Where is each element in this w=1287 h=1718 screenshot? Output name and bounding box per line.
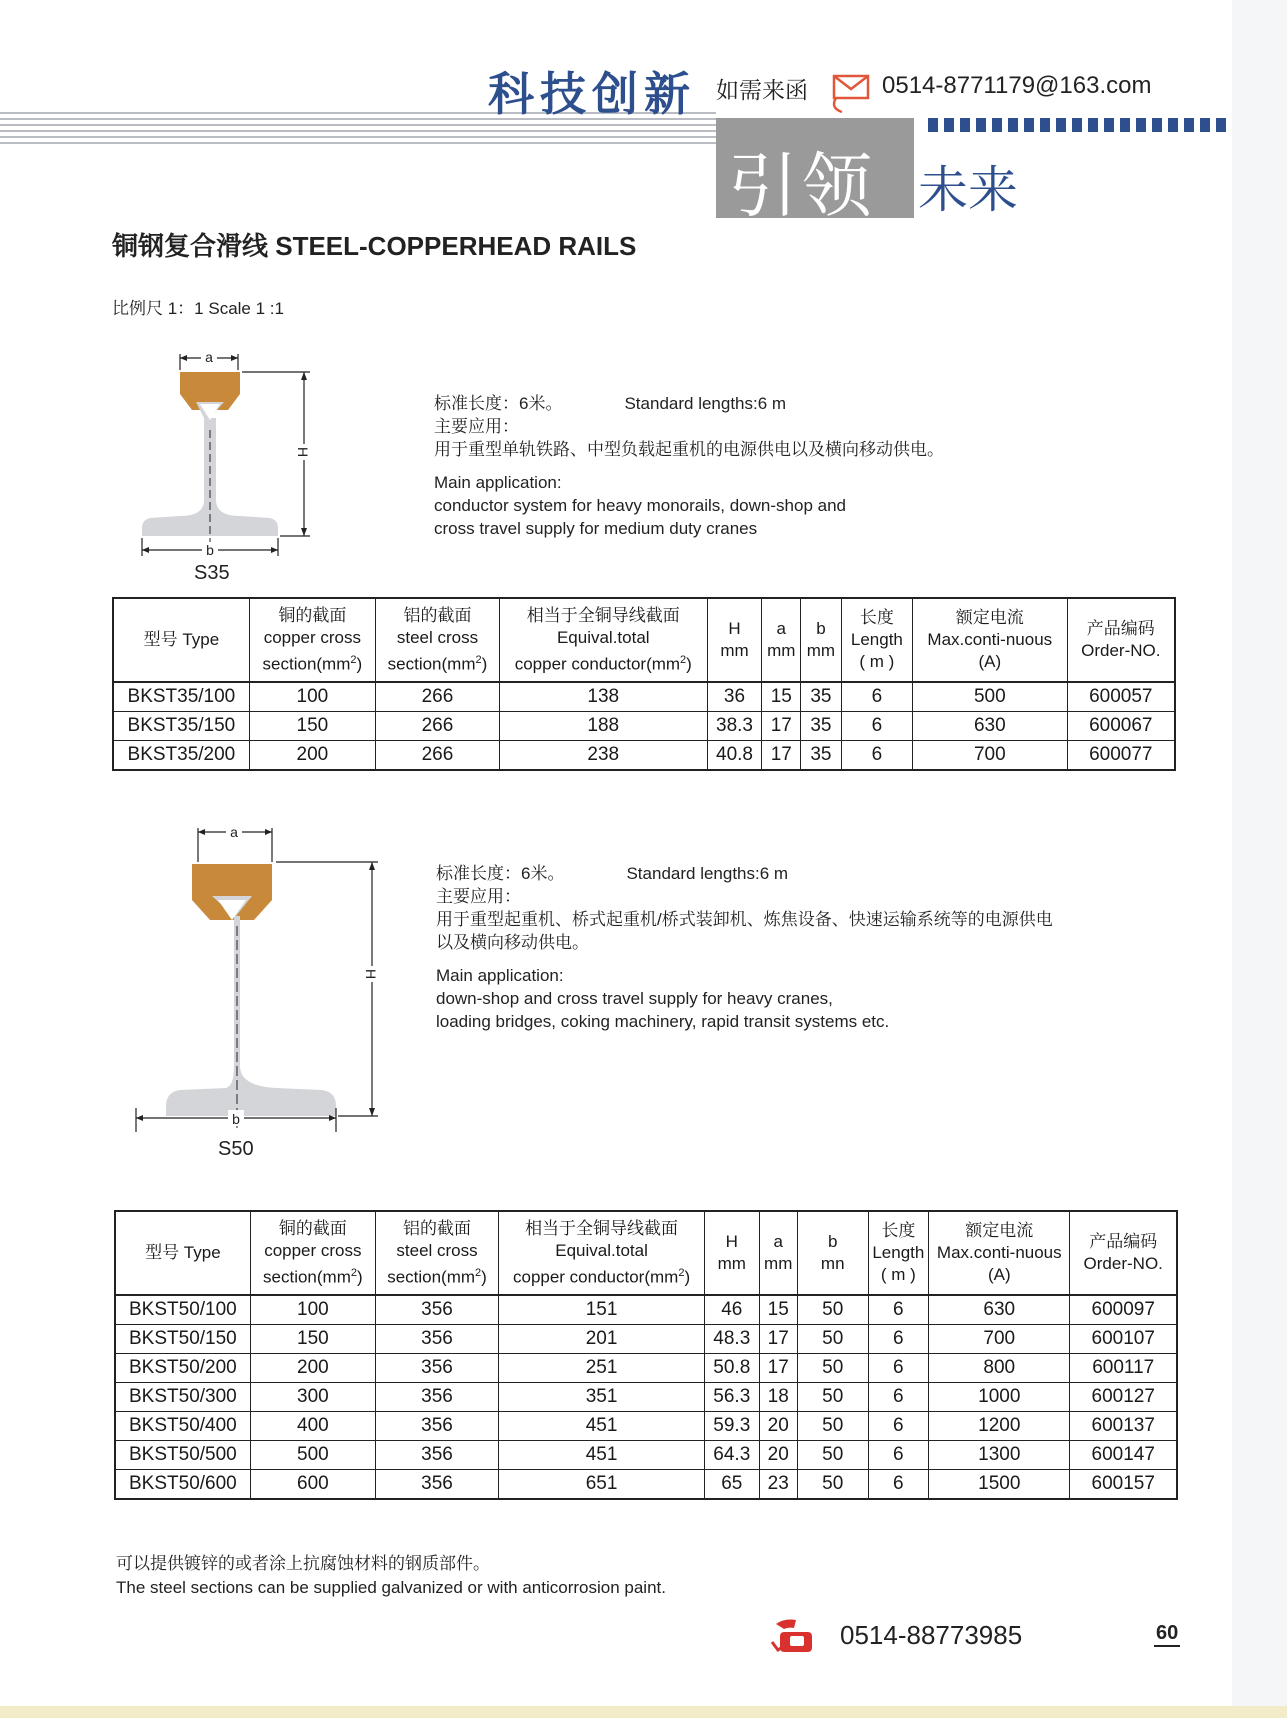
table-cell: 200 xyxy=(250,1354,375,1383)
s50-app-cn-1: 用于重型起重机、桥式起重机/桥式装卸机、炼焦设备、快速运输系统等的电源供电 xyxy=(436,910,1053,929)
table-cell: 6 xyxy=(868,1470,929,1500)
header-text: a xyxy=(773,1232,783,1251)
header-text: b xyxy=(816,619,826,638)
table-cell: 50 xyxy=(797,1383,868,1412)
bottom-band xyxy=(0,1706,1287,1718)
s50-app-cn-2: 以及横向移动供电。 xyxy=(436,933,589,952)
table-cell: 15 xyxy=(762,682,801,712)
table-cell: 100 xyxy=(249,682,375,712)
table-cell: 6 xyxy=(868,1325,929,1354)
table-cell: 1200 xyxy=(929,1412,1070,1441)
header-text: mm xyxy=(767,641,796,660)
table-cell: 6 xyxy=(868,1441,929,1470)
header-text: 额定电流 xyxy=(955,608,1024,627)
table-cell: 600147 xyxy=(1070,1441,1177,1470)
table-cell: 40.8 xyxy=(707,741,762,771)
header-text: ) xyxy=(684,1267,691,1287)
header-text: 产品编码 xyxy=(1086,619,1155,638)
header-text: Length xyxy=(850,630,903,649)
table-cell: 151 xyxy=(499,1295,705,1325)
table-cell: 356 xyxy=(375,1441,498,1470)
table-cell: 18 xyxy=(759,1383,797,1412)
table-row xyxy=(115,1470,1177,1500)
table-cell: 50.8 xyxy=(705,1354,760,1383)
table-cell: 1000 xyxy=(929,1383,1070,1412)
table-cell: 36 xyxy=(707,682,762,712)
table-row xyxy=(113,712,1175,741)
slogan-innovation: 科技创新 xyxy=(488,67,696,121)
table-cell: 6 xyxy=(841,682,912,712)
table-cell: 356 xyxy=(375,1295,498,1325)
table-row xyxy=(113,682,1175,712)
table-cell: 17 xyxy=(762,741,801,771)
right-margin-stripe xyxy=(1232,0,1287,1718)
scale-note: 比例尺 1：1 Scale 1 :1 xyxy=(112,299,284,318)
header-text: 2 xyxy=(680,653,687,666)
table-cell: 300 xyxy=(250,1383,375,1412)
table-cell: 266 xyxy=(375,712,499,741)
s50-rail-diagram xyxy=(126,816,396,1136)
table-cell: 59.3 xyxy=(705,1412,760,1441)
table-cell: 138 xyxy=(500,682,708,712)
col-copper-section xyxy=(250,1211,375,1295)
col-steel-section xyxy=(375,598,499,682)
col-b xyxy=(801,598,842,682)
table-cell: 38.3 xyxy=(707,712,762,741)
table-header-row xyxy=(115,1211,1177,1295)
table-cell: BKST50/100 xyxy=(115,1295,250,1325)
col-type xyxy=(115,1211,250,1295)
col-type xyxy=(113,598,249,682)
table-cell: 20 xyxy=(759,1412,797,1441)
table-cell: 651 xyxy=(499,1470,705,1500)
header-text: ( m ) xyxy=(880,1265,916,1284)
table-cell: 64.3 xyxy=(705,1441,760,1470)
header-text: steel cross xyxy=(396,627,479,647)
table-cell: 17 xyxy=(759,1354,797,1383)
table-cell: 6 xyxy=(841,712,912,741)
table-cell: 23 xyxy=(759,1470,797,1500)
table-cell: BKST35/200 xyxy=(113,741,249,771)
header-text: mm xyxy=(764,1254,793,1273)
table-cell: 600137 xyxy=(1070,1412,1177,1441)
table-row xyxy=(115,1354,1177,1383)
table-row xyxy=(115,1383,1177,1412)
header-text: 产品编码 xyxy=(1089,1232,1158,1251)
footnote-en: The steel sections can be supplied galvanized or with anticorrosion paint. xyxy=(116,1578,666,1597)
header-text: copper conductor(mm xyxy=(514,654,681,674)
header-text: ) xyxy=(356,654,363,674)
table-cell: 356 xyxy=(375,1354,498,1383)
header-text: Length xyxy=(872,1243,925,1262)
table-cell: 630 xyxy=(912,712,1067,741)
s50-spec-table xyxy=(114,1210,1178,1500)
table-cell: 600097 xyxy=(1070,1295,1177,1325)
table-cell: 46 xyxy=(705,1295,760,1325)
table-cell: 100 xyxy=(250,1295,375,1325)
header-text: 相当于全铜导线截面 xyxy=(526,605,680,625)
table-cell: 150 xyxy=(249,712,375,741)
header-text: 铜的截面 xyxy=(278,1218,347,1238)
header-text: Max.conti-nuous xyxy=(927,630,1053,649)
table-cell: 356 xyxy=(375,1383,498,1412)
header-text: H xyxy=(728,619,741,638)
col-order xyxy=(1070,1211,1177,1295)
header-text: 相当于全铜导线截面 xyxy=(525,1218,679,1238)
s50-app-en-1: down-shop and cross travel supply for heavy cranes, xyxy=(436,989,833,1008)
header-text: 2 xyxy=(350,653,357,666)
col-order xyxy=(1067,598,1175,682)
table-cell: 50 xyxy=(797,1441,868,1470)
table-cell: 356 xyxy=(375,1412,498,1441)
table-cell: 800 xyxy=(929,1354,1070,1383)
table-cell: BKST50/500 xyxy=(115,1441,250,1470)
col-a xyxy=(759,1211,797,1295)
s50-dim-b: b xyxy=(232,1111,240,1127)
header-text: section(mm xyxy=(387,1267,476,1287)
header-text: (A) xyxy=(987,1265,1011,1284)
header-text: Equival.total xyxy=(555,1240,648,1260)
s50-dim-h: H xyxy=(363,968,379,980)
table-cell: 6 xyxy=(868,1295,929,1325)
s35-app-cn: 用于重型单轨铁路、中型负载起重机的电源供电以及横向移动供电。 xyxy=(434,440,944,459)
header-text: 长度 xyxy=(859,608,894,627)
s50-dim-a: a xyxy=(230,824,238,840)
header-text: ) xyxy=(686,654,692,674)
table-header-row xyxy=(113,598,1175,682)
s35-dim-a: a xyxy=(205,349,213,365)
page-number: 60 xyxy=(1154,1622,1180,1647)
header-text: 铜的截面 xyxy=(278,605,347,625)
header-text: mm xyxy=(720,641,749,660)
telephone-icon xyxy=(770,1616,820,1656)
s35-std-en: Standard lengths:6 m xyxy=(624,394,787,413)
table-cell: 600 xyxy=(250,1470,375,1500)
contact-label: 如需来函 xyxy=(716,78,808,104)
col-a xyxy=(762,598,801,682)
table-cell: 700 xyxy=(912,741,1067,771)
col-current xyxy=(929,1211,1070,1295)
s50-std-en: Standard lengths:6 m xyxy=(626,864,789,883)
table-cell: BKST50/600 xyxy=(115,1470,250,1500)
table-cell: 356 xyxy=(375,1470,498,1500)
header-text: 铝的截面 xyxy=(403,1218,472,1238)
table-cell: 6 xyxy=(841,741,912,771)
table-cell: 50 xyxy=(797,1470,868,1500)
col-steel-section xyxy=(375,1211,498,1295)
s50-label: S50 xyxy=(218,1138,254,1160)
s35-app-en-label: Main application: xyxy=(434,473,562,492)
table-cell: BKST50/150 xyxy=(115,1325,250,1354)
table-cell: 600127 xyxy=(1070,1383,1177,1412)
table-cell: 50 xyxy=(797,1412,868,1441)
header-text: 型号 Type xyxy=(143,630,220,649)
header-text: 2 xyxy=(350,1266,357,1279)
header-text: steel cross xyxy=(396,1240,478,1260)
table-cell: 451 xyxy=(499,1412,705,1441)
slogan-future: 未来 xyxy=(918,161,1018,219)
s50-app-en-2: loading bridges, coking machinery, rapid transit systems etc. xyxy=(436,1012,890,1031)
page-title: 铜钢复合滑线 STEEL-COPPERHEAD RAILS xyxy=(112,231,637,261)
col-length xyxy=(841,598,912,682)
contact-email[interactable]: 0514-8771179@163.com xyxy=(882,72,1152,99)
s35-app-en-1: conductor system for heavy monorails, down-shop and xyxy=(434,496,846,515)
s35-spec-table xyxy=(112,597,1176,771)
col-current xyxy=(912,598,1067,682)
slogan-lead: 引领 xyxy=(728,145,876,227)
header-text: Order-NO. xyxy=(1081,641,1161,660)
header-text: (A) xyxy=(978,652,1002,671)
table-cell: BKST50/200 xyxy=(115,1354,250,1383)
table-cell: 17 xyxy=(762,712,801,741)
table-cell: BKST50/300 xyxy=(115,1383,250,1412)
col-equivalent xyxy=(500,598,708,682)
header-text: copper cross xyxy=(263,627,362,647)
s50-app-cn-label: 主要应用： xyxy=(436,887,521,906)
footer-phone[interactable]: 0514-88773985 xyxy=(840,1620,1023,1650)
s35-std-cn: 标准长度：6米。 xyxy=(434,394,563,413)
table-row xyxy=(115,1412,1177,1441)
col-copper-section xyxy=(249,598,375,682)
header-text: 额定电流 xyxy=(965,1221,1034,1240)
table-cell: 48.3 xyxy=(705,1325,760,1354)
table-cell: 50 xyxy=(797,1325,868,1354)
col-length xyxy=(868,1211,929,1295)
table-cell: 6 xyxy=(868,1383,929,1412)
table-cell: 50 xyxy=(797,1354,868,1383)
table-cell: 266 xyxy=(375,682,499,712)
table-cell: 50 xyxy=(797,1295,868,1325)
table-cell: 600117 xyxy=(1070,1354,1177,1383)
table-cell: 251 xyxy=(499,1354,705,1383)
table-cell: 35 xyxy=(801,712,842,741)
header-text: mm xyxy=(717,1254,746,1273)
table-cell: 600057 xyxy=(1067,682,1175,712)
s35-rail-diagram xyxy=(120,340,340,560)
table-cell: 15 xyxy=(759,1295,797,1325)
table-cell: 200 xyxy=(249,741,375,771)
table-cell: BKST35/150 xyxy=(113,712,249,741)
table-cell: 20 xyxy=(759,1441,797,1470)
header-text: a xyxy=(776,619,786,638)
header-text: 型号 Type xyxy=(145,1243,221,1262)
table-cell: 500 xyxy=(912,682,1067,712)
table-cell: 56.3 xyxy=(705,1383,760,1412)
table-cell: 17 xyxy=(759,1325,797,1354)
table-cell: 600107 xyxy=(1070,1325,1177,1354)
table-cell: 65 xyxy=(705,1470,760,1500)
header-text: ) xyxy=(357,1267,363,1287)
col-h xyxy=(707,598,762,682)
table-row xyxy=(115,1325,1177,1354)
s35-dim-b: b xyxy=(206,542,214,558)
table-cell: BKST50/400 xyxy=(115,1412,250,1441)
header-text: copper conductor(mm xyxy=(512,1267,679,1287)
header-text: 2 xyxy=(475,1266,482,1279)
header-text: 长度 xyxy=(881,1221,916,1240)
table-cell: 630 xyxy=(929,1295,1070,1325)
s35-description xyxy=(434,392,944,540)
table-cell: 150 xyxy=(250,1325,375,1354)
header-text: Order-NO. xyxy=(1083,1254,1163,1273)
header-text: section(mm xyxy=(262,654,351,674)
s35-app-cn-label: 主要应用： xyxy=(434,417,519,436)
footnote xyxy=(116,1552,666,1600)
table-cell: 700 xyxy=(929,1325,1070,1354)
table-cell: 600157 xyxy=(1070,1470,1177,1500)
table-cell: 201 xyxy=(499,1325,705,1354)
table-cell: 35 xyxy=(801,682,842,712)
table-cell: 356 xyxy=(375,1325,498,1354)
table-cell: 500 xyxy=(250,1441,375,1470)
header-text: section(mm xyxy=(387,654,476,674)
table-cell: 1300 xyxy=(929,1441,1070,1470)
table-cell: 6 xyxy=(868,1354,929,1383)
table-cell: 6 xyxy=(868,1412,929,1441)
table-cell: 238 xyxy=(500,741,708,771)
header-text: 2 xyxy=(678,1266,685,1279)
table-cell: 266 xyxy=(375,741,499,771)
table-cell: 400 xyxy=(250,1412,375,1441)
table-cell: 1500 xyxy=(929,1470,1070,1500)
s50-description xyxy=(436,862,1053,1033)
s35-dim-h: H xyxy=(295,446,311,458)
header-text: Equival.total xyxy=(556,627,650,647)
header-text: 2 xyxy=(475,653,482,666)
header-text: mn xyxy=(820,1254,845,1273)
table-cell: 35 xyxy=(801,741,842,771)
s50-std-cn: 标准长度：6米。 xyxy=(436,864,565,883)
header-text: ( m ) xyxy=(859,652,895,671)
header-dot-strip xyxy=(928,118,1228,132)
header-text: mm xyxy=(806,641,836,660)
header-text: ) xyxy=(481,654,488,674)
table-row xyxy=(115,1441,1177,1470)
header-text: 铝的截面 xyxy=(403,605,472,625)
col-b xyxy=(797,1211,868,1295)
s35-label: S35 xyxy=(194,562,230,584)
footnote-cn: 可以提供镀锌的或者涂上抗腐蚀材料的钢质部件。 xyxy=(116,1554,490,1573)
table-cell: BKST35/100 xyxy=(113,682,249,712)
s50-app-en-label: Main application: xyxy=(436,966,564,985)
table-cell: 600067 xyxy=(1067,712,1175,741)
header-text: Max.conti-nuous xyxy=(936,1243,1062,1262)
table-cell: 600077 xyxy=(1067,741,1175,771)
header-text: b xyxy=(827,1232,838,1251)
envelope-icon xyxy=(826,68,874,116)
header-text: ) xyxy=(481,1267,487,1287)
col-h xyxy=(705,1211,760,1295)
table-row xyxy=(113,741,1175,771)
table-cell: 451 xyxy=(499,1441,705,1470)
s35-app-en-2: cross travel supply for medium duty cranes xyxy=(434,519,758,538)
col-equivalent xyxy=(499,1211,705,1295)
header-text: H xyxy=(725,1232,738,1251)
header-text: copper cross xyxy=(264,1240,362,1260)
table-row xyxy=(115,1295,1177,1325)
table-cell: 188 xyxy=(500,712,708,741)
table-cell: 351 xyxy=(499,1383,705,1412)
header-text: section(mm xyxy=(263,1267,351,1287)
